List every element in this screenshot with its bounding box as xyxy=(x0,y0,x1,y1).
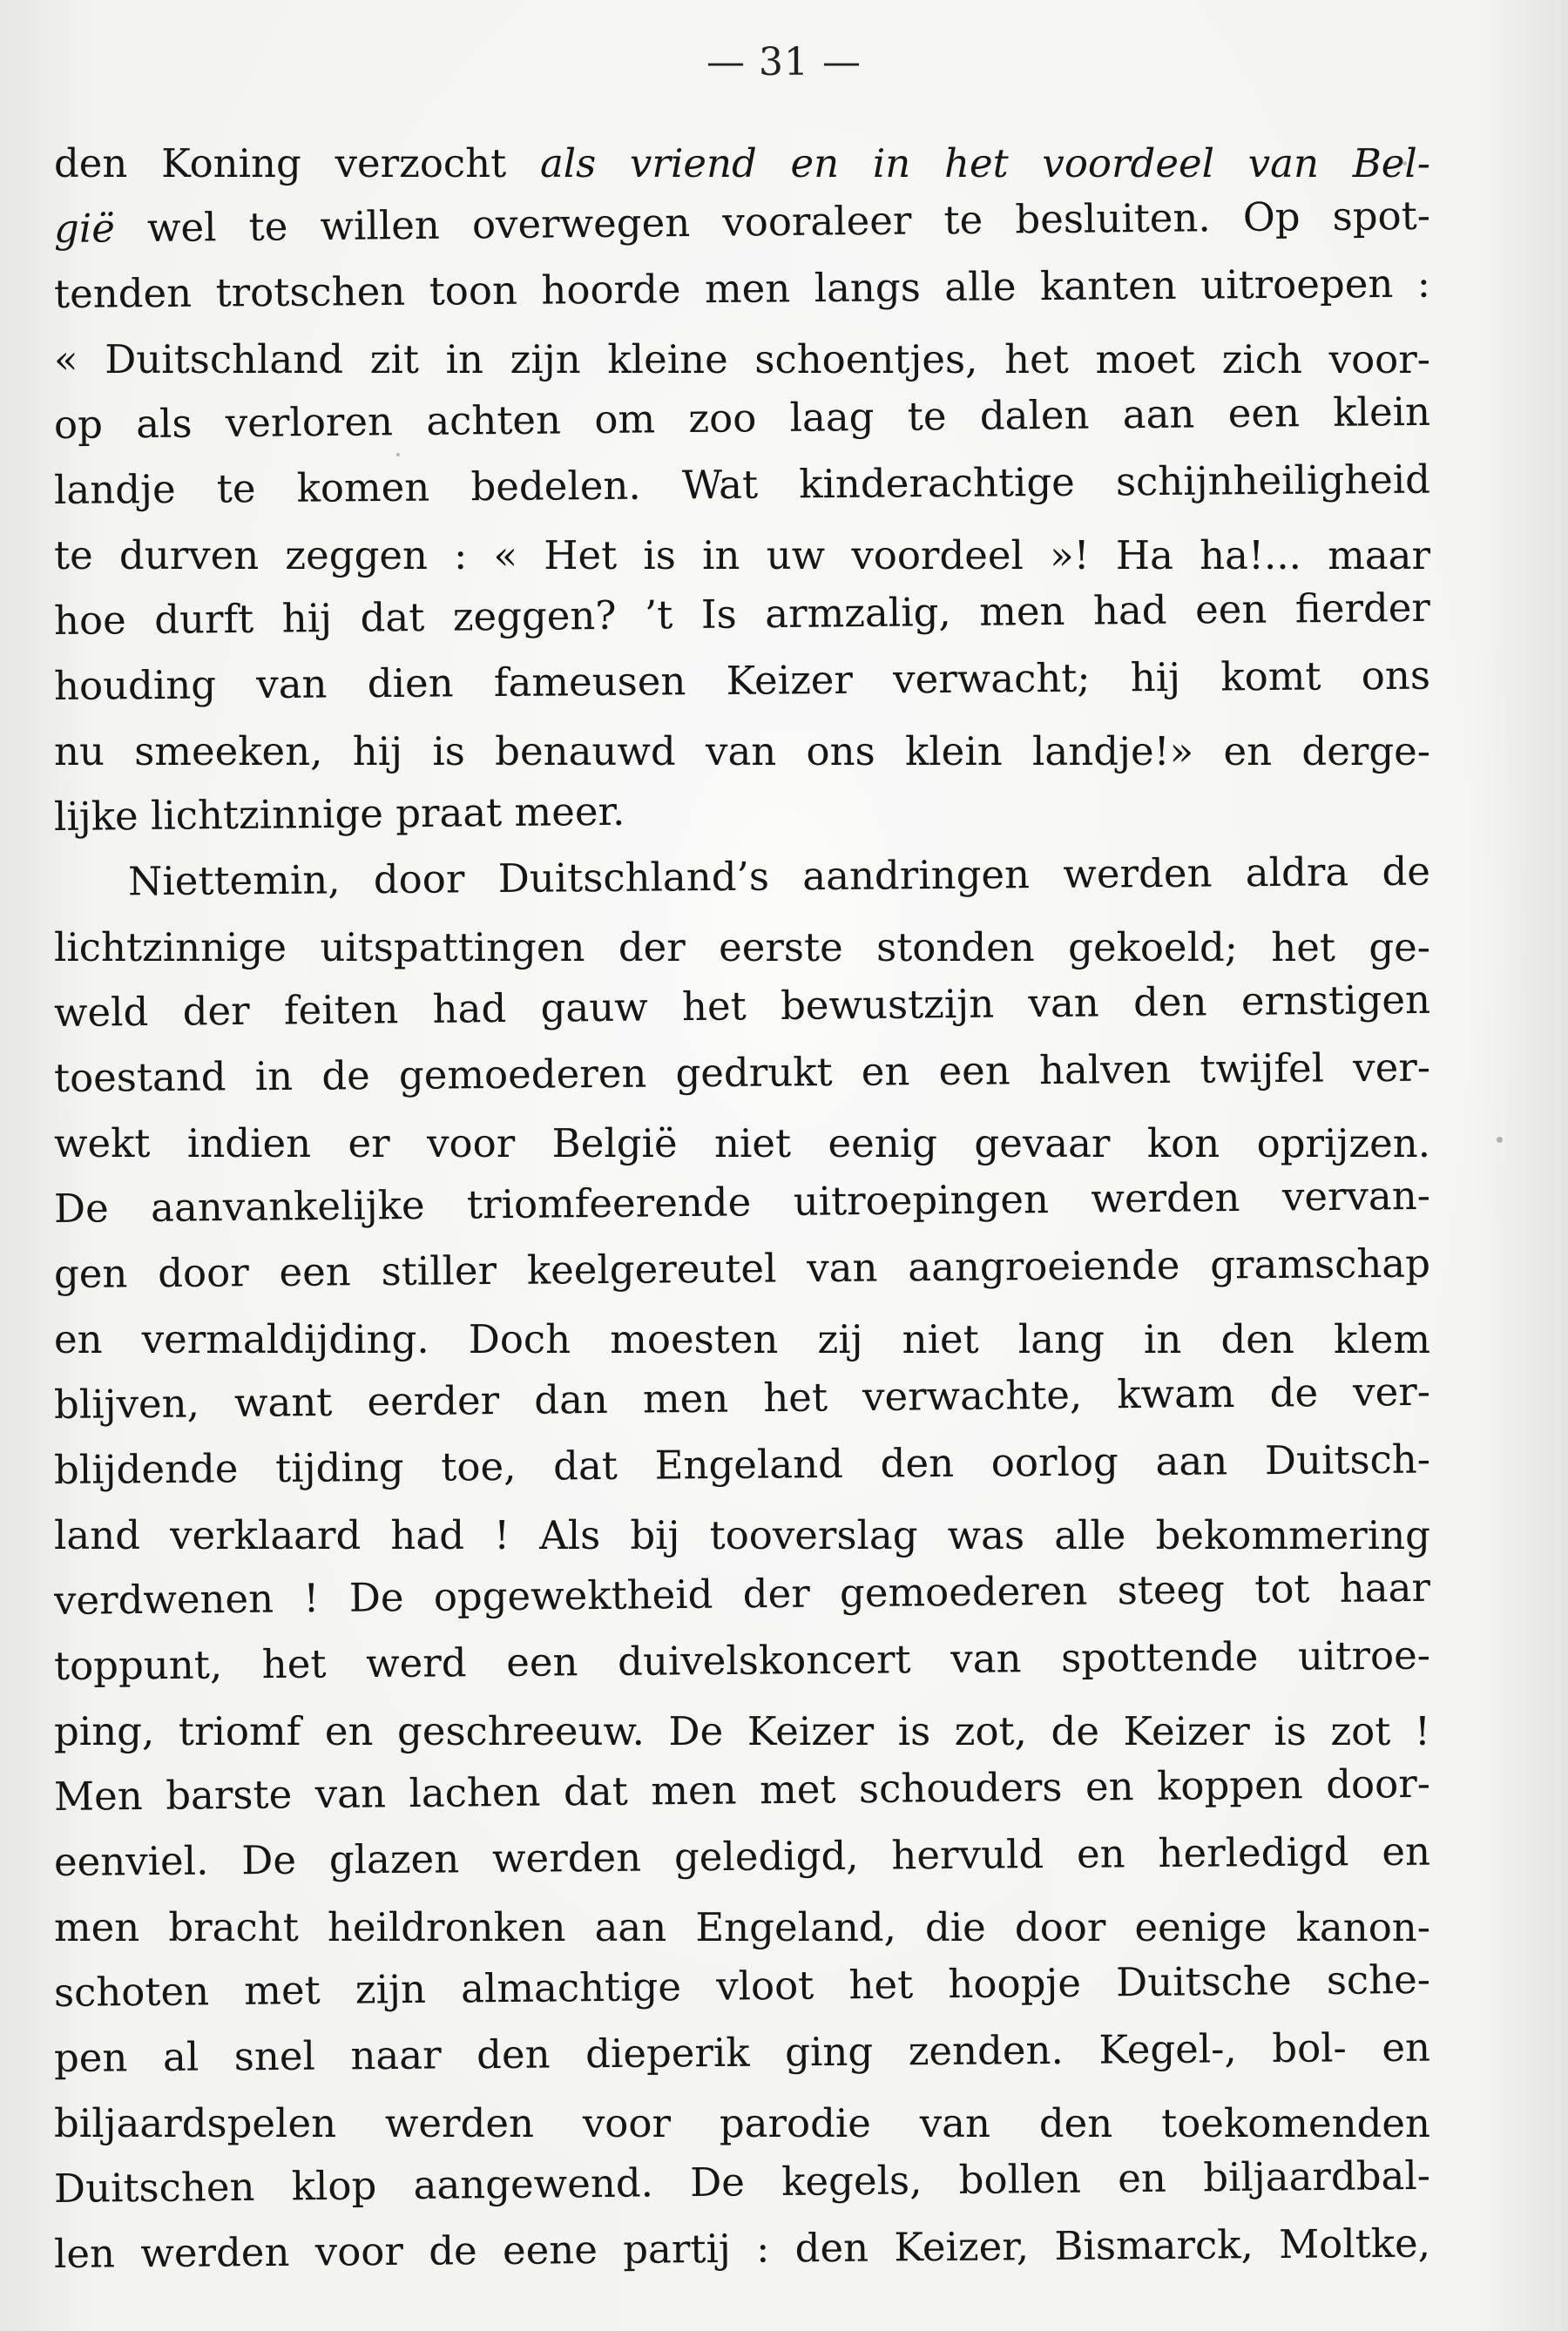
text-line xyxy=(54,1819,1431,1895)
text-segment: op als verloren achten om zoo laag te dalen aan een klein xyxy=(53,388,1431,448)
text-line xyxy=(54,839,1431,915)
text-segment: gen door een stiller keelgereutel van aangroeiende gramschap xyxy=(53,1240,1431,1297)
text-segment: wekt indien er voor België niet eenig gevaar kon oprijzen. xyxy=(54,1120,1430,1166)
text-segment: tenden trotschen toon hoorde men langs alle kanten uitroepen : xyxy=(53,260,1431,317)
text-segment: den Koning verzocht xyxy=(54,140,540,186)
text-segment: landje te komen bedelen. Wat kinderachtige schijnheiligheid xyxy=(53,456,1431,513)
text-line xyxy=(54,1751,1431,1829)
text-line xyxy=(54,1231,1431,1307)
text-line xyxy=(54,967,1431,1045)
text-segment: wel te willen overwegen vooraleer te besluiten. Op spot- xyxy=(114,192,1431,252)
text-segment: blijven, want eerder dan men het verwachte, kwam de ver- xyxy=(53,1368,1431,1428)
body-text xyxy=(54,131,1430,2287)
text-segment: eenviel. De glazen werden geledigd, hervuld en herledigd en xyxy=(53,1828,1431,1885)
text-line xyxy=(54,2211,1431,2287)
text-segment: Duitschen klop aangewend. De kegels, bollen en biljaardbal- xyxy=(53,2152,1431,2212)
text-segment: De aanvankelijke triomfeerende uitroepingen werden vervan- xyxy=(53,1172,1431,1232)
text-segment: ping, triomf en geschreeuw. De Keizer is zot, de Keizer is zot ! xyxy=(54,1708,1430,1754)
text-segment: verdwenen ! De opgewektheid der gemoederen steeg tot haar xyxy=(53,1564,1431,1624)
text-line xyxy=(54,1555,1431,1633)
text-segment: toestand in de gemoederen gedrukt en een halven twijfel ver- xyxy=(53,1044,1431,1101)
text-line xyxy=(54,183,1431,261)
text-line xyxy=(54,1947,1431,2025)
text-segment: Men barste van lachen dat men met schouders en koppen door- xyxy=(53,1760,1431,1820)
page-speck xyxy=(1497,1137,1503,1143)
paragraph xyxy=(54,849,1430,2287)
text-segment: biljaardspelen werden voor parodie van den toekomenden xyxy=(54,2100,1430,2146)
paragraph xyxy=(54,131,1430,849)
text-line xyxy=(54,1427,1431,1503)
text-line xyxy=(54,2143,1431,2221)
text-segment: « Duitschland zit in zijn kleine schoentjes, het moet zich voor- xyxy=(54,336,1430,382)
text-segment: len werden voor de eene partij : den Keizer, Bismarck, Moltke, xyxy=(53,2220,1431,2277)
text-segment: lichtzinnige uitspattingen der eerste stonden gekoeld; het ge- xyxy=(54,924,1430,970)
text-segment: blijdende tijding toe, dat Engeland den oorlog aan Duitsch- xyxy=(53,1436,1431,1493)
text-line xyxy=(54,771,1431,849)
text-line xyxy=(54,1359,1431,1437)
text-segment: nu smeeken, hij is benauwd van ons klein landje!» en derge- xyxy=(54,728,1430,774)
text-line xyxy=(54,1623,1431,1699)
italic-text: als vriend en in het voordeel van Bel- xyxy=(539,140,1430,186)
page-speck xyxy=(1402,161,1407,166)
text-segment: toppunt, het werd een duivelskoncert van spottende uitroe- xyxy=(53,1632,1431,1689)
text-segment: schoten met zijn almachtige vloot het hoopje Duitsche sche- xyxy=(53,1956,1431,2016)
text-line xyxy=(54,251,1431,327)
text-line xyxy=(54,1035,1431,1111)
text-line xyxy=(54,379,1431,457)
text-segment: pen al snel naar den dieperik ging zenden. Kegel-, bol- en xyxy=(53,2024,1431,2081)
text-segment: hoe durft hij dat zeggen? ’t Is armzalig, men had een fierder xyxy=(53,584,1431,644)
page-speck xyxy=(396,453,400,456)
text-segment: en vermaldijding. Doch moesten zij niet lang in den klem xyxy=(54,1316,1430,1362)
text-line xyxy=(54,447,1431,523)
text-line xyxy=(54,2015,1431,2091)
text-segment: lijke lichtzinnige praat meer. xyxy=(53,787,625,840)
text-segment: weld der feiten had gauw het bewustzijn van den ernstigen xyxy=(53,976,1431,1036)
text-segment: houding van dien fameusen Keizer verwacht; hij komt ons xyxy=(53,652,1431,709)
text-segment: te durven zeggen : « Het is in uw voordeel »! Ha ha!... maar xyxy=(54,532,1430,578)
page-number: — 31 — xyxy=(706,40,862,84)
text-line xyxy=(54,575,1431,653)
text-segment: Niettemin, door Duitschland’s aandringen werden aldra de xyxy=(127,848,1431,905)
text-segment: men bracht heildronken aan Engeland, die door eenige kanon- xyxy=(54,1904,1430,1950)
text-line xyxy=(54,643,1431,719)
text-line xyxy=(54,1163,1431,1241)
text-segment: land verklaard had ! Als bij tooverslag was alle bekommering xyxy=(54,1512,1430,1558)
italic-text: gië xyxy=(53,205,116,252)
